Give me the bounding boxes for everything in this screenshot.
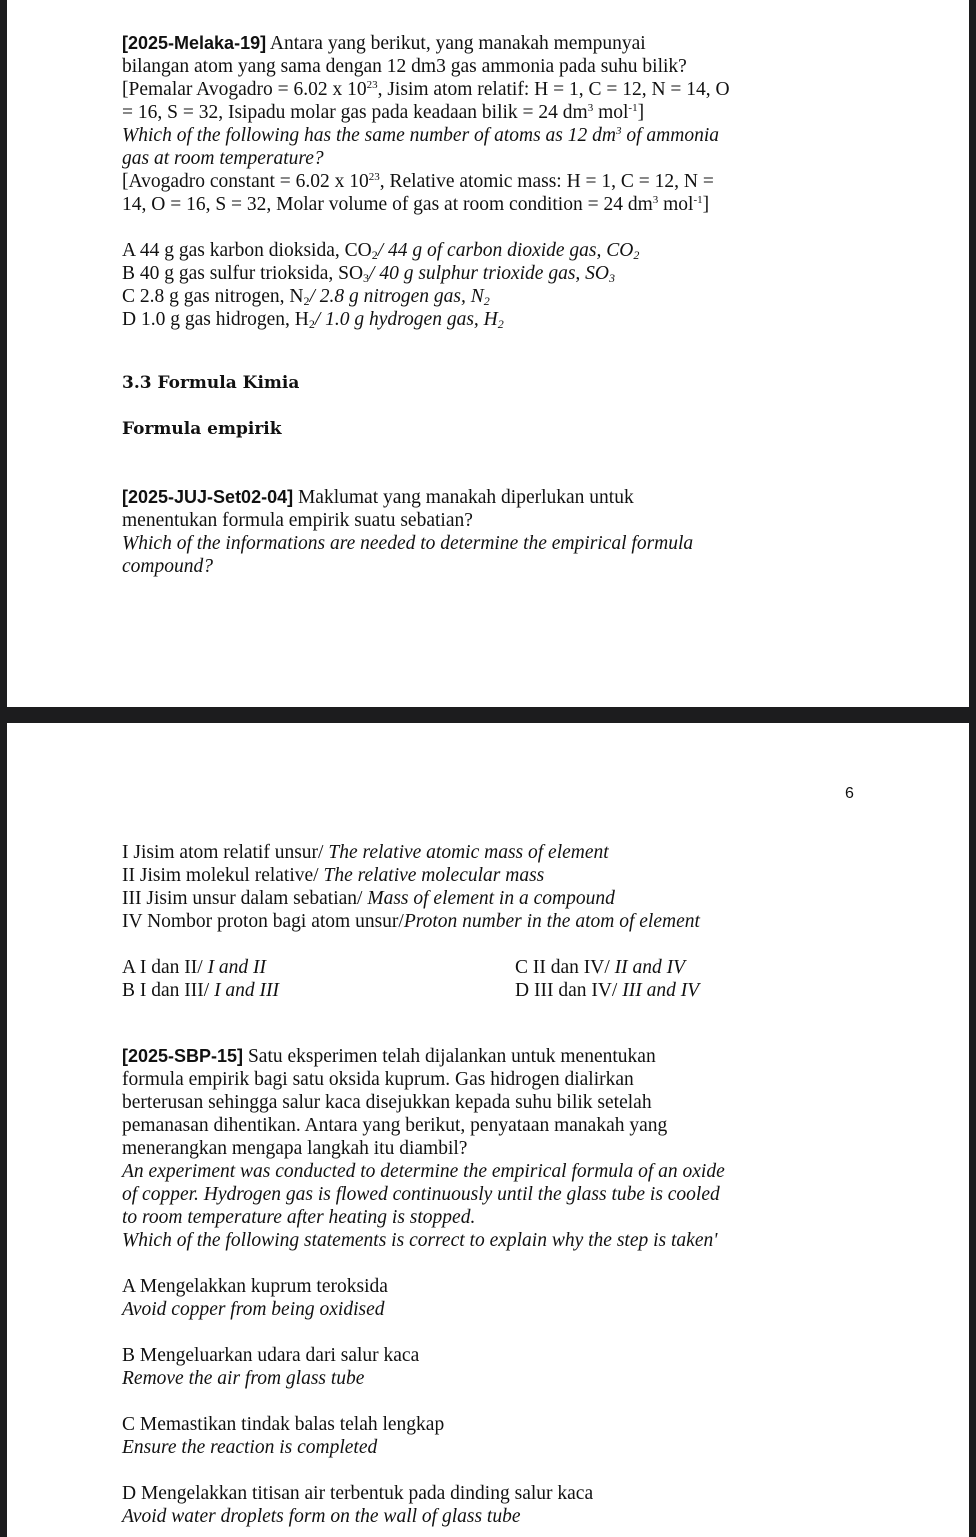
text-en: 14, O = 16, S = 32, Molar volume of gas at room condition = 24 $dm^3$ mol$^{-1}$]	[122, 194, 710, 215]
options-row-1	[122, 956, 700, 979]
statement-list	[122, 841, 700, 1002]
text-en: to room temperature after heating is stopped.	[122, 1207, 476, 1228]
text-en: [Avogadro constant = 6.02 x $10^{23}$, Relative atomic mass: H = 1, C = 12, N =	[122, 171, 714, 192]
text: menentukan formula empirik suatu sebatian?	[122, 510, 473, 531]
option-a: A Mengelakkan kuprum teroksida	[122, 1276, 388, 1297]
statement-item: I Jisim atom relatif unsur/ The relative atomic mass of element	[122, 842, 609, 863]
subsection-heading: Formula empirik	[122, 419, 282, 439]
text: Antara yang berikut, yang manakah mempunyai	[269, 33, 646, 54]
text-en: gas at room temperature?	[122, 148, 324, 169]
option-a: A 44 g gas karbon dioksida, $CO_2/$ 44 g of carbon dioxide gas, $CO_2$	[122, 240, 640, 262]
section-heading: 3.3 Formula Kimia	[122, 373, 300, 393]
option-c-en: Ensure the reaction is completed	[122, 1437, 378, 1458]
text-en: Which of the informations are needed to determine the empirical formula	[122, 533, 694, 554]
option-a-en: Avoid copper from being oxidised	[122, 1299, 385, 1320]
statement-item: IV Nombor proton bagi atom unsur/Proton number in the atom of element	[122, 911, 700, 932]
page-number: 6	[845, 785, 854, 802]
question-tag: [2025-SBP-15]	[122, 1046, 244, 1066]
option-c: C II dan IV/ II and IV	[515, 957, 686, 978]
question-juj-set02-04: [2025-JUJ-Set02-04] Maklumat yang manakah diperlukan untuk menentukan formula empirik suatu sebatian? Which of the informations are needed to determine the empirical formula compound?	[122, 487, 694, 577]
statement-item: III Jisim unsur dalam sebatian/ Mass of element in a compound	[122, 888, 615, 909]
question-melaka-19	[122, 32, 730, 331]
text-en: An experiment was conducted to determine the empirical formula of an oxide	[122, 1161, 725, 1182]
text: pemanasan dihentikan. Antara yang berikut, penyataan manakah yang	[122, 1115, 668, 1136]
question-tag: [2025-Melaka-19]	[122, 33, 267, 53]
option-d: D 1.0 g gas hidrogen, $H_2/$ 1.0 g hydrogen gas, $H_2$	[122, 309, 504, 331]
text-en: Which of the following has the same number of atoms as 12 $dm^3$ of ammonia	[122, 125, 719, 146]
option-b-en: Remove the air from glass tube	[122, 1368, 365, 1389]
question-tag: [2025-JUJ-Set02-04]	[122, 487, 294, 507]
page-2	[7, 723, 969, 1537]
text-en: of copper. Hydrogen gas is flowed continuously until the glass tube is cooled	[122, 1184, 720, 1205]
text-en: compound?	[122, 556, 213, 577]
option-a: A I dan II/ I and II	[122, 957, 267, 978]
option-c: C Memastikan tindak balas telah lengkap	[122, 1414, 445, 1435]
text: = 16, S = 32, Isipadu molar gas pada keadaan bilik = 24 $dm^3$ mol$^{-1}$]	[122, 102, 645, 123]
option-d: D Mengelakkan titisan air terbentuk pada dinding salur kaca	[122, 1483, 594, 1504]
text: [Pemalar Avogadro = 6.02 x $10^{23}$, Jisim atom relatif: H = 1, C = 12, N = 14, O	[122, 79, 730, 100]
statement-item: II Jisim molekul relative/ The relative molecular mass	[122, 865, 545, 886]
text: menerangkan mengapa langkah itu diambil?	[122, 1138, 468, 1159]
text: berterusan sehingga salur kaca disejukkan kepada suhu bilik setelah	[122, 1092, 652, 1113]
text: formula empirik bagi satu oksida kuprum. Gas hidrogen dialirkan	[122, 1069, 634, 1090]
option-b: B 40 g gas sulfur trioksida, $SO_3/$ 40 g sulphur trioxide gas, $SO_3$	[122, 263, 616, 285]
page-1	[7, 0, 969, 707]
option-c: C 2.8 g gas nitrogen, $N_2/$ 2.8 g nitrogen gas, $N_2$	[122, 286, 490, 308]
option-d-en: Avoid water droplets form on the wall of glass tube	[122, 1506, 521, 1527]
option-b: B I dan III/ I and III	[122, 980, 280, 1001]
text: bilangan atom yang sama dengan 12 dm3 gas ammonia pada suhu bilik?	[122, 56, 687, 77]
option-b: B Mengeluarkan udara dari salur kaca	[122, 1345, 420, 1366]
question-sbp-15: [2025-SBP-15] Satu eksperimen telah dijalankan untuk menentukan formula empirik bagi satu oksida kuprum. Gas hidrogen dialirkan berterusan sehingga salur kaca disejukkan kepada suhu bilik setelah pemanasan dihentikan. Antara yang berikut, penyataan manakah yang menerangkan mengapa langkah itu diambil? An experiment was conducted to determine the empirical formula of an oxide of copper. Hydrogen gas is flowed continuously until the glass tube is cooled to room temperature after heating is stopped. Which of the following statements is correct to explain why the step is taken' A Mengelakkan kuprum teroksida Avoid copper from being oxidised B Mengeluarkan udara dari salur kaca Remove the air from glass tube C Memastikan tindak balas telah lengkap Ensure the reaction is completed D Mengelakkan titisan air terbentuk pada dinding salur kaca Avoid water droplets form on the wall of glass tube	[122, 1046, 725, 1527]
option-d: D III dan IV/ III and IV	[515, 980, 700, 1001]
text-en: Which of the following statements is correct to explain why the step is taken'	[122, 1230, 718, 1251]
options-row-2	[122, 979, 700, 1002]
